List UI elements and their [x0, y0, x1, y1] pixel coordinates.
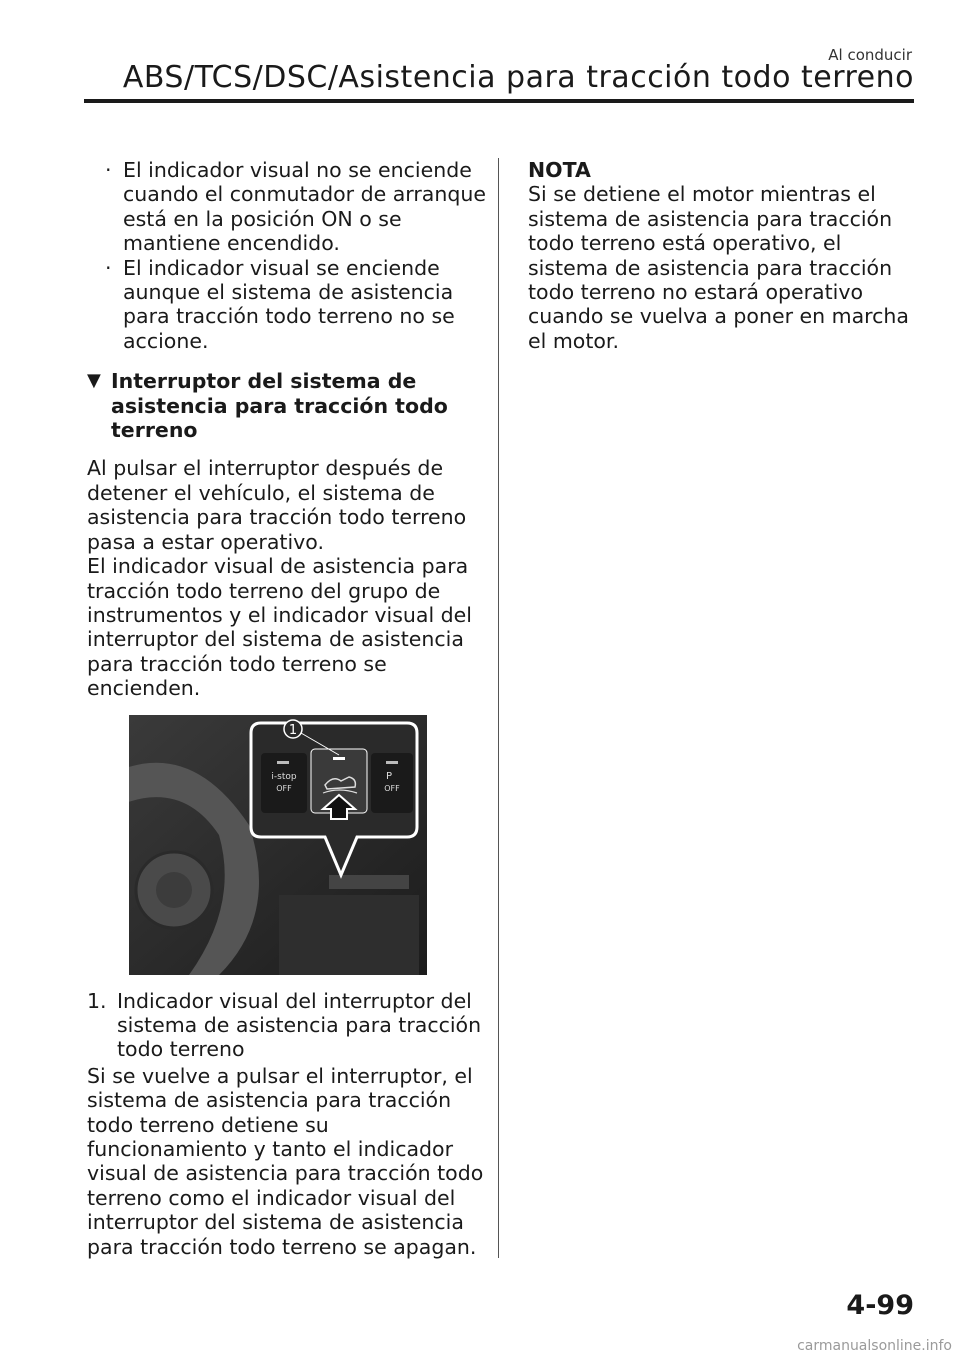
watermark: carmanualsonline.info	[797, 1338, 952, 1354]
body-paragraph: Al pulsar el interruptor después de detener el vehículo, el sistema de asistencia para tracción todo terreno pasa a estar operativo.	[87, 456, 467, 554]
istop-off-label: OFF	[276, 783, 292, 793]
parking-sensor-off-label: OFF	[384, 783, 400, 793]
body-paragraph: El indicador visual de asistencia para tracción todo terreno del grupo de instrumentos y el indicador visual del interruptor del sistema de asistencia para tracción todo terreno se encienden.	[87, 554, 472, 701]
bullet-list	[87, 158, 487, 353]
nota-title: NOTA	[528, 158, 591, 182]
callout-number: 1	[288, 722, 298, 738]
nota-text: Si se detiene el motor mientras el sistema de asistencia para tracción todo terreno está operativo, el sistema de asistencia para tracción todo terreno no estará operativo cuando se vuelva a poner en marcha el motor.	[528, 182, 909, 353]
body-paragraph: Si se vuelve a pulsar el interruptor, el sistema de asistencia para tracción todo terreno detiene su funcionamiento y tanto el indicador visual de asistencia para tracción todo terreno como el indicador visual del interruptor del sistema de asistencia para tracción todo terreno se apagan.	[87, 1063, 484, 1259]
bullet-item: · El indicador visual no se enciende cuando el conmutador de arranque está en la posición ON o se mantiene encendido.	[87, 158, 487, 256]
column-divider	[498, 158, 499, 1258]
istop-label: i-stop	[271, 771, 297, 782]
caption-number: 1.	[87, 988, 107, 1013]
header-rule	[84, 99, 914, 103]
parking-sensor-label: P	[385, 770, 393, 782]
numbered-caption	[87, 989, 487, 1062]
caption-text: Indicador visual del interruptor del sistema de asistencia para tracción todo terreno	[117, 988, 482, 1062]
switch-figure	[129, 715, 427, 975]
subheading-text: Interruptor del sistema de asistencia para tracción todo terreno	[111, 369, 448, 443]
bullet-item: · El indicador visual se enciende aunque el sistema de asistencia para tracción todo terreno no se accione.	[87, 256, 487, 354]
section-subheading	[87, 369, 487, 442]
page-title: ABS/TCS/DSC/Asistencia para tracción todo terreno	[122, 60, 914, 95]
triangle-down-icon: ▼	[87, 370, 101, 392]
header-section-label: Al conducir	[828, 46, 912, 64]
page-number: 4-99	[846, 1290, 914, 1321]
left-column	[87, 158, 487, 1259]
right-column	[528, 158, 918, 353]
